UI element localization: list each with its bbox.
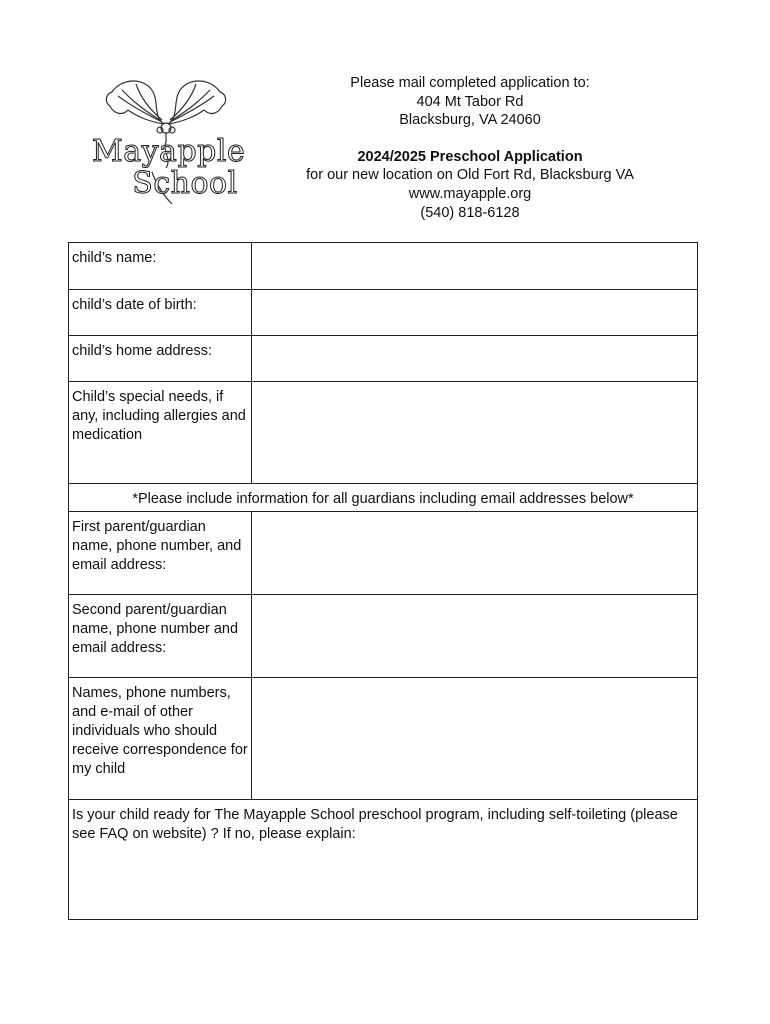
website-text: www.mayapple.org [408,185,532,202]
header-block [280,74,660,222]
first-guardian-field[interactable] [252,512,698,595]
mail-street: 404 Mt Tabor Rd [416,93,524,110]
readiness-question[interactable]: Is your child ready for The Mayapple School preschool program, including self-toileting (please see FAQ on website) ? If no, please explain: [69,800,698,920]
row-first-guardian [69,512,698,595]
child-name-field[interactable] [252,243,698,290]
special-needs-field[interactable] [252,382,698,484]
logo-line-2: School [132,166,238,201]
child-dob-label: child’s date of birth: [69,290,252,336]
phone-text: (540) 818-6128 [420,204,520,221]
first-guardian-label: First parent/guardian name, phone number, and email address: [69,512,252,595]
second-guardian-label: Second parent/guardian name, phone number and email address: [69,595,252,678]
school-logo [92,72,246,212]
mail-city: Blacksburg, VA 24060 [399,112,541,129]
application-subtitle: for our new location on Old Fort Rd, Blacksburg VA [306,167,634,184]
application-title: 2024/2025 Preschool Application [357,148,583,165]
mail-intro: Please mail completed application to: [350,75,590,91]
child-dob-field[interactable] [252,290,698,336]
row-readiness [69,800,698,920]
special-needs-label: Child’s special needs, if any, including allergies and medication [69,382,252,484]
others-field[interactable] [252,678,698,800]
row-second-guardian [69,595,698,678]
guardian-note: *Please include information for all guardians including email addresses below* [69,484,698,512]
row-others [69,678,698,800]
row-child-address [69,336,698,382]
row-child-dob [69,290,698,336]
others-label: Names, phone numbers, and e-mail of other individuals who should receive correspondence for my child [69,678,252,800]
logo-line-1: Mayapple [92,134,246,169]
row-guardian-note [69,484,698,512]
row-special-needs [69,382,698,484]
spacer [280,130,660,148]
child-address-field[interactable] [252,336,698,382]
child-address-label: child’s home address: [69,336,252,382]
second-guardian-field[interactable] [252,595,698,678]
child-name-label: child’s name: [69,243,252,290]
row-child-name [69,243,698,290]
application-form-table [68,242,698,920]
